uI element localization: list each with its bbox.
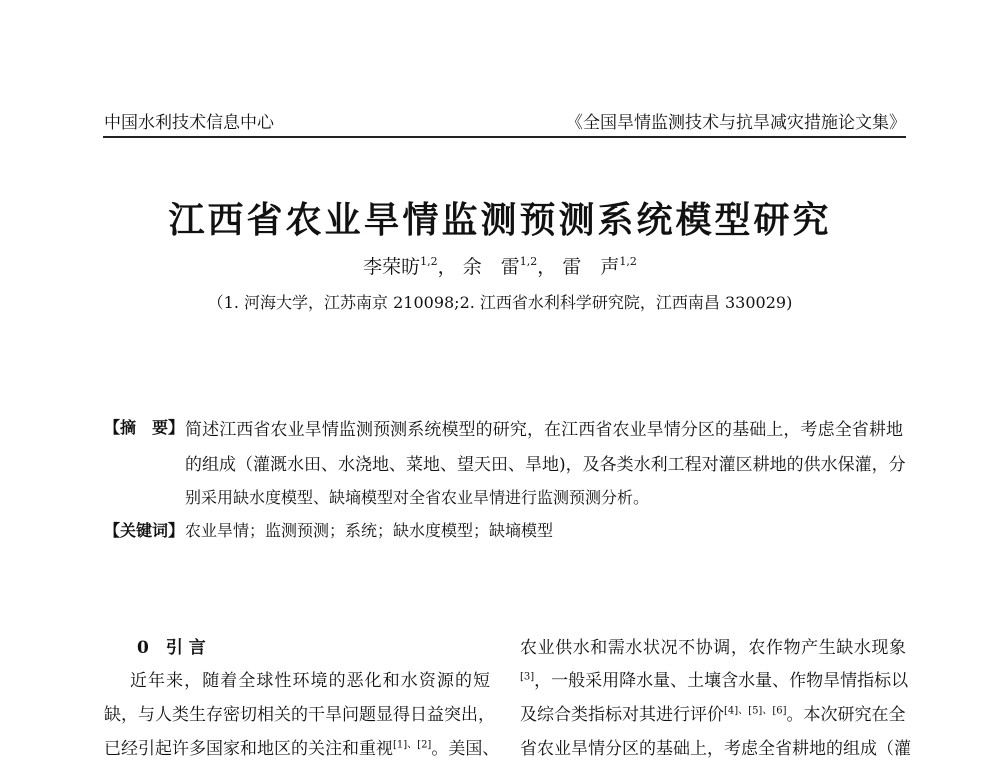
citation: [4]、[5]、[6] bbox=[724, 705, 787, 717]
abstract-line: 简述江西省农业旱情监测预测系统模型的研究，在江西省农业旱情分区的基础上，考虑全省耕地 bbox=[185, 420, 903, 440]
body-line: 缺，与人类生存密切相关的干旱问题显得日益突出， bbox=[104, 705, 495, 725]
body-text: 。美国、 bbox=[431, 739, 500, 759]
abstract-line: 别采用缺水度模型、缺墒模型对全省农业旱情进行监测预测分析。 bbox=[185, 488, 650, 507]
header-right: 《全国旱情监测技术与抗旱减灾措施论文集》 bbox=[566, 113, 906, 133]
keywords-label: 【关键词】 bbox=[104, 521, 185, 540]
citation: [3] bbox=[520, 671, 535, 683]
authors bbox=[0, 252, 1000, 279]
header-rule bbox=[103, 136, 906, 138]
author-name: 雷 声 bbox=[562, 256, 620, 278]
abstract-label: 【摘 要】 bbox=[104, 418, 185, 437]
body-text: 。本次研究在全 bbox=[786, 705, 906, 725]
section-heading: 0 引 言 bbox=[137, 638, 206, 658]
author-affil: 1,2 bbox=[519, 255, 538, 268]
author-affil: 1,2 bbox=[619, 255, 637, 268]
body-line bbox=[104, 734, 499, 759]
author-name: 余 雷 bbox=[462, 256, 520, 278]
abstract-line: 的组成（灌溉水田、水浇地、菜地、望天田、旱地)，及各类水利工程对灌区耕地的供水保灌，分 bbox=[185, 455, 906, 475]
body-line bbox=[520, 700, 906, 725]
author-affil: 1,2 bbox=[420, 255, 438, 268]
body-text: 及综合类指标对其进行评价 bbox=[520, 705, 724, 725]
affiliation: （1. 河海大学，江苏南京 210098;2. 江西省水利科学研究院，江西南昌 330029) bbox=[207, 293, 793, 312]
paper-title: 江西省农业旱情监测预测系统模型研究 bbox=[168, 199, 832, 241]
body-text: 已经引起许多国家和地区的关注和重视 bbox=[104, 739, 393, 759]
keywords-text: 农业旱情；监测预测；系统；缺水度模型；缺墒模型 bbox=[185, 521, 554, 540]
author-name: 李荣昉 bbox=[363, 256, 421, 278]
author-sep: ， bbox=[437, 256, 457, 278]
body-text: ，一般采用降水量、土壤含水量、作物旱情指标以 bbox=[534, 671, 909, 691]
body-line: 省农业旱情分区的基础上，考虑全省耕地的组成（灌 bbox=[520, 739, 911, 759]
body-line: 近年来，随着全球性环境的恶化和水资源的短 bbox=[130, 671, 490, 691]
author-sep: ， bbox=[537, 256, 557, 278]
body-line bbox=[520, 666, 908, 691]
citation: [1]、[2] bbox=[393, 739, 432, 751]
header-left: 中国水利技术信息中心 bbox=[104, 113, 274, 133]
body-line: 农业供水和需水状况不协调，农作物产生缺水现象 bbox=[520, 638, 906, 658]
